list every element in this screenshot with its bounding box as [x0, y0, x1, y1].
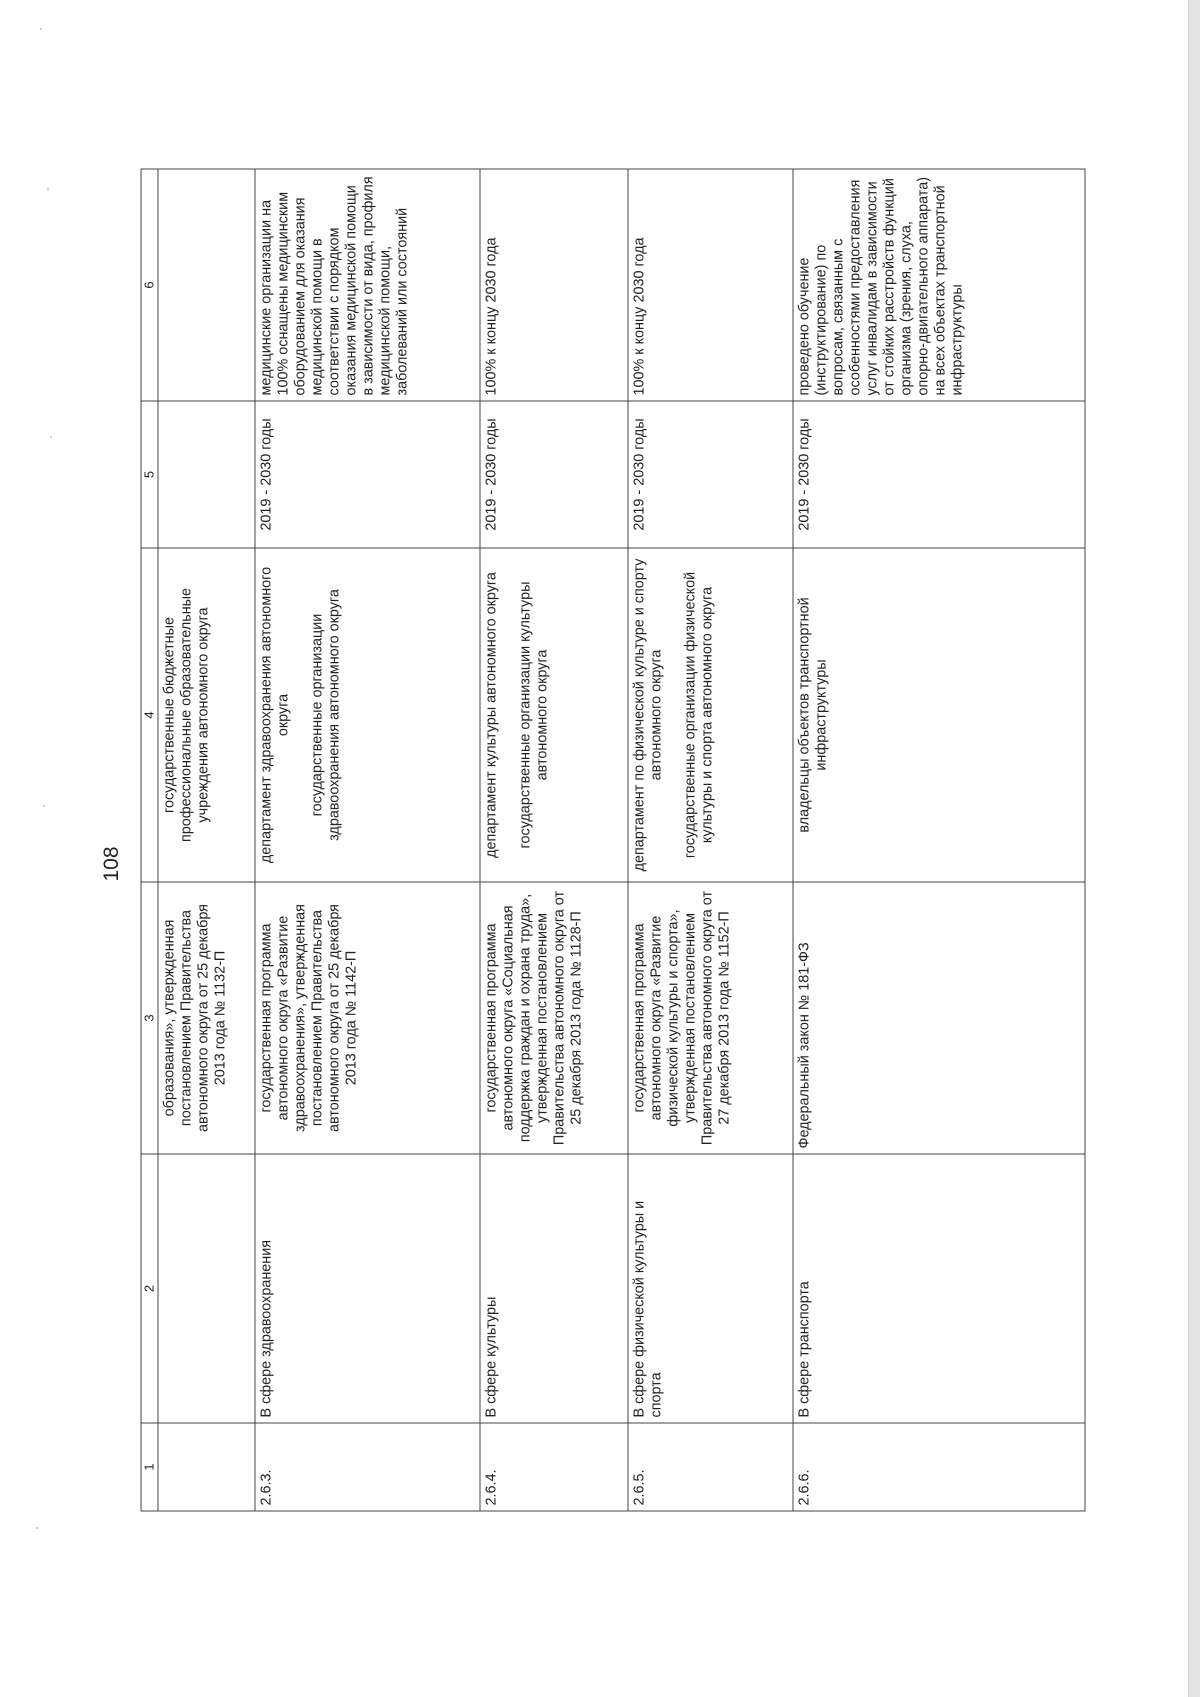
- executor-secondary: государственные организации культуры автономного округа: [517, 581, 550, 848]
- scan-speck: [43, 805, 45, 807]
- col-header: 4: [141, 548, 158, 882]
- measures-table: [140, 168, 1085, 1511]
- cell-number: 2.6.5.: [628, 1423, 793, 1511]
- cell-program: государственная программа автономного округа «Развитие здравоохранения», утвержденная постановлением Правительства автономного округа от 25 декабря 2013 года № 1142-П: [255, 882, 480, 1154]
- cell-program: государственная программа автономного округа «Социальная поддержка граждан и охрана труда», утвержденная постановлением Правительства автономного округа от 25 декабря 2013 года № 1128-П: [480, 882, 628, 1154]
- executor-secondary: государственные организации физической культуры и спорта автономного округа: [682, 571, 715, 858]
- cell-program: Федеральный закон № 181-ФЗ: [793, 882, 1085, 1154]
- cell-executor: [793, 548, 1085, 882]
- table-row: [793, 169, 1085, 1511]
- table-row: [255, 169, 480, 1511]
- cell-period: 2019 - 2030 годы: [480, 401, 628, 548]
- scan-gutter: [1188, 0, 1200, 1697]
- scan-speck: [50, 436, 52, 438]
- executor-secondary: государственные организации здравоохранения автономного округа: [309, 588, 342, 841]
- executor-primary: владельцы объектов транспортной инфраструктуры: [796, 596, 829, 833]
- cell-period: 2019 - 2030 годы: [255, 401, 480, 548]
- cell-executor: [628, 548, 793, 882]
- cell-program: образования», утвержденная постановлением Правительства автономного округа от 25 декабря 2013 года № 1132-П: [158, 882, 255, 1154]
- rotated-table: [140, 169, 1085, 1511]
- cell-result: 100% к концу 2030 года: [480, 169, 628, 401]
- executor-primary: департамент здравоохранения автономного округа: [258, 566, 291, 863]
- col-header: 2: [141, 1154, 158, 1423]
- executor-primary: государственные бюджетные профессиональные образовательные учреждения автономного округа: [161, 587, 211, 842]
- cell-result: [158, 169, 255, 401]
- executor-primary: департамент культуры автономного округа: [483, 571, 499, 858]
- cell-sphere: В сфере здравоохранения: [255, 1154, 480, 1423]
- table-row: [628, 169, 793, 1511]
- table-row: [480, 169, 628, 1511]
- cell-sphere: В сфере физической культуры и спорта: [628, 1154, 793, 1423]
- page-number: 108: [100, 846, 123, 882]
- scan-speck: [36, 1527, 38, 1529]
- cell-executor: [255, 548, 480, 882]
- cell-period: 2019 - 2030 годы: [793, 401, 1085, 548]
- cell-sphere: В сфере транспорта: [793, 1154, 1085, 1423]
- col-header: 1: [141, 1423, 158, 1511]
- col-header: 3: [141, 882, 158, 1154]
- col-header: 6: [141, 169, 158, 401]
- table-row: [158, 169, 255, 1511]
- cell-period: [158, 401, 255, 548]
- cell-number: 2.6.3.: [255, 1423, 480, 1511]
- cell-sphere: В сфере культуры: [480, 1154, 628, 1423]
- cell-number: [158, 1423, 255, 1511]
- cell-result: медицинские организации на 100% оснащены медицинским оборудованием для оказания медицинской помощи в соответствии с порядком оказания медицинской помощи в зависимости от вида, профиля медицинской помощи, заболеваний или состояний: [255, 169, 480, 401]
- col-header: 5: [141, 401, 158, 548]
- cell-number: 2.6.4.: [480, 1423, 628, 1511]
- cell-executor: [158, 548, 255, 882]
- scan-speck: [47, 188, 49, 190]
- header-row: [141, 169, 158, 1511]
- cell-period: 2019 - 2030 годы: [628, 401, 793, 548]
- cell-executor: [480, 548, 628, 882]
- scan-speck: [40, 28, 42, 30]
- executor-primary: департамент по физической культуре и спорту автономного округа: [631, 558, 664, 871]
- cell-program: государственная программа автономного округа «Развитие физической культуры и спорта», утвержденная постановлением Правительства автономного округа от 27 декабря 2013 года № 1152-П: [628, 882, 793, 1154]
- cell-number: 2.6.6.: [793, 1423, 1085, 1511]
- cell-result: 100% к концу 2030 года: [628, 169, 793, 401]
- cell-result: проведено обучение (инструктирование) по вопросам, связанным с особенностями предоставления услуг инвалидам в зависимости от стойких расстройств функций организма (зрения, слуха, опорно-двигательного аппарата) на всех объектах транспортной инфраструктуры: [793, 169, 1085, 401]
- cell-sphere: [158, 1154, 255, 1423]
